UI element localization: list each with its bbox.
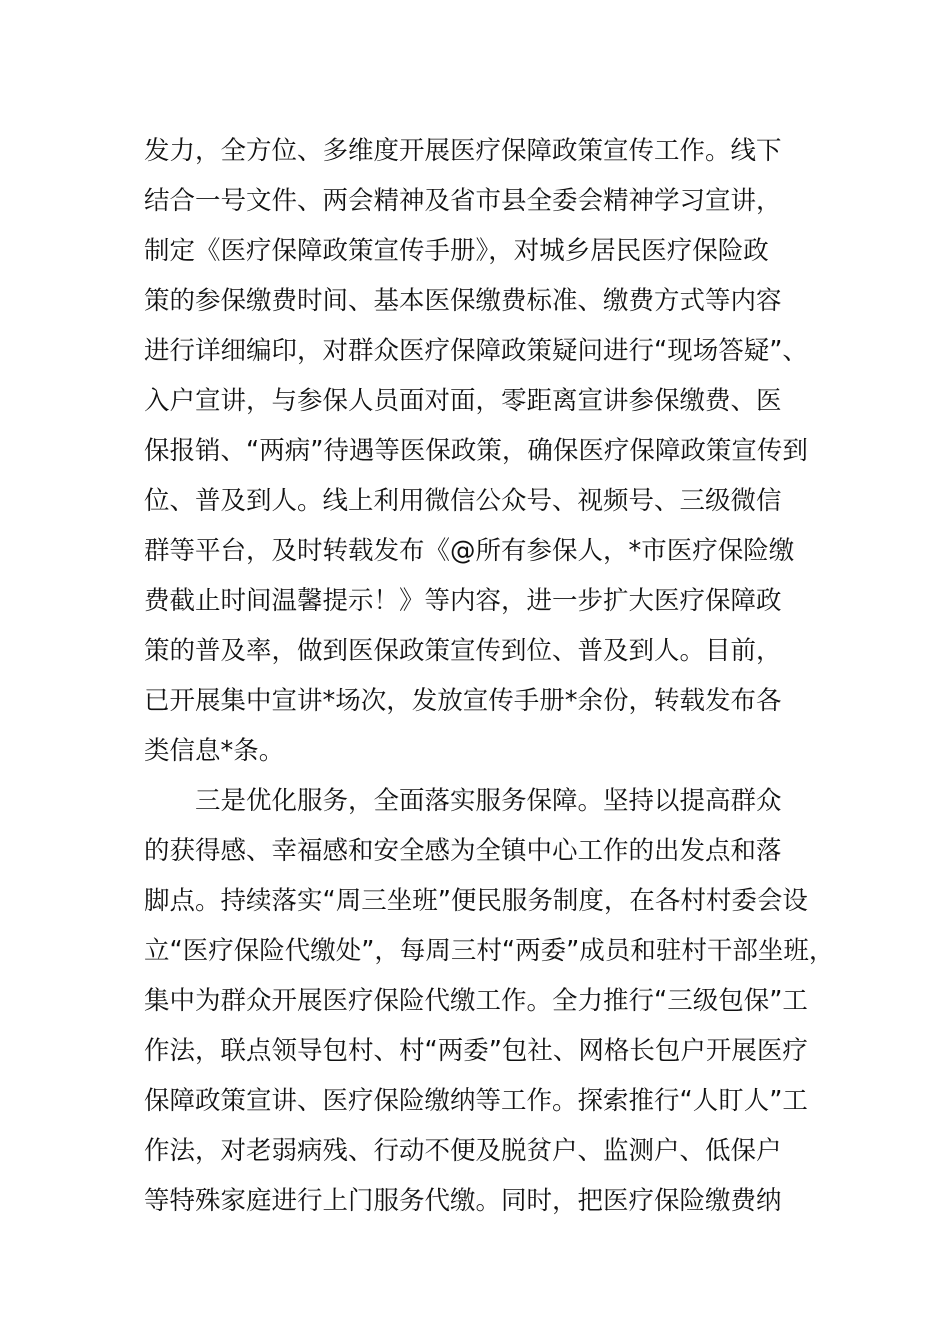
paragraph-start-line: 三是优化服务，全面落实服务保障。坚持以提高群众 (195, 786, 782, 816)
text-line: 策的参保缴费时间、基本医保缴费标准、缴费方式等内容 (144, 286, 782, 316)
text-line: 等特殊家庭进行上门服务代缴。同时，把医疗保险缴费纳 (144, 1186, 782, 1216)
text-line: 费截止时间温馨提示！》等内容，进一步扩大医疗保障政 (144, 586, 782, 616)
text-line: 保障政策宣讲、医疗保险缴纳等工作。探索推行“人盯人”工 (144, 1086, 808, 1116)
text-line: 作法，对老弱病残、行动不便及脱贫户、监测户、低保户 (144, 1136, 782, 1166)
document-body (144, 126, 834, 1226)
text-line: 发力，全方位、多维度开展医疗保障政策宣传工作。线下 (144, 136, 782, 166)
text-line: 进行详细编印，对群众医疗保障政策疑问进行“现场答疑”、 (144, 336, 808, 366)
text-line: 位、普及到人。线上利用微信公众号、视频号、三级微信 (144, 486, 782, 516)
text-line: 已开展集中宣讲*场次，发放宣传手册*余份，转载发布各 (144, 686, 782, 716)
text-line: 制定《医疗保障政策宣传手册》，对城乡居民医疗保险政 (144, 236, 769, 266)
text-line: 保报销、“两病”待遇等医保政策，确保医疗保障政策宣传到 (144, 436, 808, 466)
text-line: 入户宣讲，与参保人员面对面，零距离宣讲参保缴费、医 (144, 386, 782, 416)
text-line: 立“医疗保险代缴处”，每周三村“两委”成员和驻村干部坐班， (144, 936, 835, 966)
text-line: 作法，联点领导包村、村“两委”包社、网格长包户开展医疗 (144, 1036, 808, 1066)
text-line: 的获得感、幸福感和安全感为全镇中心工作的出发点和落 (144, 836, 782, 866)
text-line: 群等平台，及时转载发布《@所有参保人，*市医疗保险缴 (144, 536, 795, 566)
text-line: 集中为群众开展医疗保险代缴工作。全力推行“三级包保”工 (144, 986, 808, 1016)
text-line: 策的普及率，做到医保政策宣传到位、普及到人。目前， (144, 636, 782, 666)
text-line: 类信息*条。 (144, 736, 285, 766)
text-line: 结合一号文件、两会精神及省市县全委会精神学习宣讲， (144, 186, 782, 216)
text-line: 脚点。持续落实“周三坐班”便民服务制度，在各村村委会设 (144, 886, 808, 916)
